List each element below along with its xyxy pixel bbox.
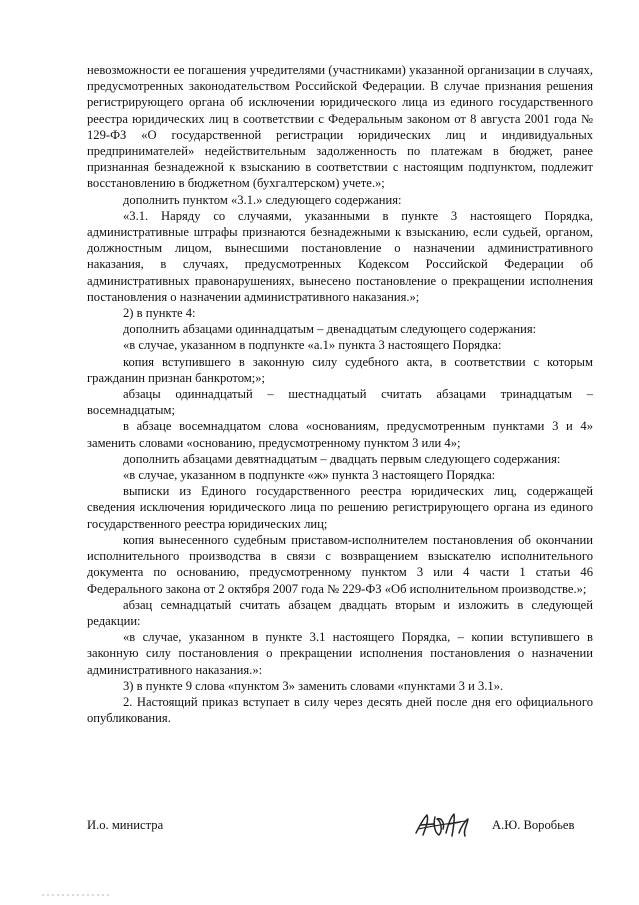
- handwritten-signature: [413, 809, 471, 841]
- paragraph-case-zh: «в случае, указанном в подпункте «ж» пункта 3 настоящего Порядка:: [123, 468, 496, 483]
- document-body: [87, 62, 593, 726]
- paragraph-add-eleventh-twelfth: дополнить абзацами одиннадцатым – двенадцатым следующего содержания:: [123, 322, 537, 337]
- paragraph-registry-extract: выписки из Единого государственного реестра юридических лиц, содержащей сведения исключения юридического лица по решению регистрирующего органа из единого государственного реестра юридических лиц;: [87, 484, 593, 531]
- paragraph-item-9: 3) в пункте 9 слова «пунктом 3» заменить словами «пунктами 3 и 3.1».: [123, 678, 504, 693]
- paragraph-item-3-1-text: «3.1. Наряду со случаями, указанными в пункте 3 настоящего Порядка, административные штрафы признаются безнадежными к взысканию, если судьей, органом, должностным лицом, вынесшими постановление о назначении административного наказания, в случаях, предусмотренных Кодексом Российской Федерации об административных правонарушениях, вынесено постановление о прекращении исполнения постановления о назначении административного наказания.»;: [87, 208, 593, 304]
- paragraph-seventeenth-renumber: абзац семнадцатый считать абзацем двадцать вторым и изложить в следующей редакции:: [87, 597, 593, 628]
- signature-block: [87, 815, 593, 849]
- paragraph-case-3-1: «в случае, указанном в пункте 3.1 настоящего Порядка, – копии вступившего в законную силу постановления о прекращении исполнения постановления о назначении административного наказания.»:: [87, 630, 593, 677]
- paragraph-bailiff-resolution: копия вынесенного судебным приставом-исполнителем постановления об окончании исполнительного производства в связи с возвращением взыскателю исполнительного документа по основанию, предусмотренному пунктом 3 или 4 части 1 статьи 46 Федерального закона от 2 октября 2007 года № 229-ФЗ «Об исполнительном производстве.»;: [87, 532, 593, 596]
- paragraph-renumber-11-16: абзацы одиннадцатый – шестнадцатый считать абзацами тринадцатым – восемнадцатым;: [87, 387, 593, 418]
- paragraph-continuation: невозможности ее погашения учредителями (участниками) указанной организации в случаях, предусмотренных законодательством Российской Федерации. В случае признания решения регистрирующего органа об исключении юридического лица из единого государственного реестра юридических лиц в соответствии с Федеральным законом от 8 августа 2001 года № 129-ФЗ «О государственной регистрации юридических лиц и индивидуальных предпринимателей» недействительным задолженность по платежам в бюджет, ранее признанная безнадежной к взысканию в соответствии с настоящим подпунктом, подлежит восстановлению в бюджетном (бухгалтерском) учете.»;: [87, 63, 593, 191]
- paragraph-eighteenth-replace: в абзаце восемнадцатом слова «основаниям, предусмотренным пунктами 3 и 4» заменить словами «основанию, предусмотренному пунктом 3 или 4»;: [87, 419, 593, 450]
- paragraph-entry-into-force: 2. Настоящий приказ вступает в силу через десять дней после дня его официального опубликования.: [87, 694, 593, 726]
- paragraph-court-act-copy: копия вступившего в законную силу судебного акта, в соответствии с которым гражданин признан банкротом;»;: [87, 354, 593, 385]
- paragraph-case-a1: «в случае, указанном в подпункте «а.1» пункта 3 настоящего Порядка:: [123, 338, 502, 353]
- paragraph-item-4: 2) в пункте 4:: [123, 306, 196, 321]
- scan-artifact: [42, 893, 112, 897]
- paragraph-add-19-21: дополнить абзацами девятнадцатым – двадцать первым следующего содержания:: [123, 451, 561, 466]
- signatory-title: И.о. министра: [87, 818, 164, 832]
- signatory-name: А.Ю. Воробьев: [492, 818, 575, 832]
- paragraph-add-item-3-1: дополнить пунктом «3.1.» следующего содержания:: [123, 192, 402, 207]
